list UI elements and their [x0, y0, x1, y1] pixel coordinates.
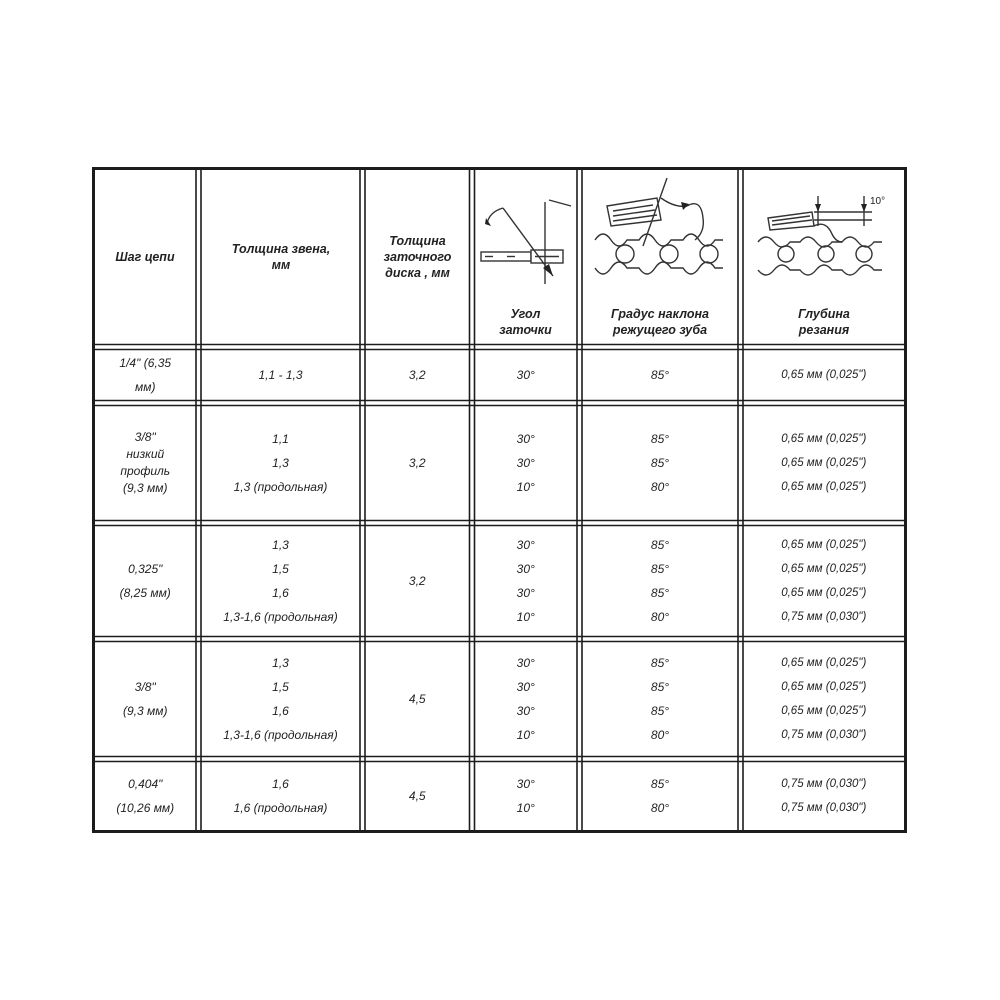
cell-angle-value: 30° — [516, 656, 535, 670]
cell-disc — [367, 763, 469, 829]
header-disc-line-3: диска , мм — [385, 266, 450, 280]
cell-gauge-value: 1,1 - 1,3 — [258, 368, 303, 382]
cell-tooth — [584, 407, 737, 519]
cell-tooth — [584, 351, 737, 399]
header-angle-line-2: заточки — [499, 323, 552, 337]
cell-gauge — [203, 643, 359, 755]
cell-depth-value: 0,65 мм (0,025") — [781, 433, 867, 445]
cell-tooth-value: 85° — [650, 680, 670, 694]
cell-gauge — [203, 407, 359, 519]
depth-icon-angle-label: 10° — [870, 196, 886, 207]
cell-gauge-value: 1,1 — [272, 432, 289, 446]
cell-depth-value: 0,65 мм (0,025") — [781, 563, 867, 575]
cell-gauge-value: 1,5 — [272, 562, 289, 576]
header-tooth — [583, 170, 737, 344]
header-tooth-line-1: Градус наклона — [611, 307, 709, 321]
cell-angle — [476, 407, 576, 519]
cell-depth-value: 0,75 мм (0,030") — [781, 611, 867, 623]
cell-disc — [367, 527, 469, 635]
cell-depth-value: 0,65 мм (0,025") — [781, 369, 867, 381]
header-angle-line-1: Угол — [510, 307, 541, 321]
cell-depth-value: 0,65 мм (0,025") — [781, 587, 867, 599]
cell-disc-value: 3,2 — [408, 368, 426, 382]
cell-tooth-value: 85° — [650, 704, 670, 718]
cell-tooth-value: 80° — [650, 728, 670, 742]
header-pitch — [95, 170, 195, 344]
cell-tooth — [584, 643, 737, 755]
cell-gauge-value: 1,3 — [272, 656, 289, 670]
cutting-depth-icon — [756, 190, 896, 280]
cell-angle-value: 30° — [516, 456, 535, 470]
cell-depth-value: 0,65 мм (0,025") — [781, 481, 867, 493]
cell-gauge-value: 1,6 — [272, 777, 289, 791]
cell-disc-value: 3,2 — [408, 456, 426, 470]
cell-tooth-value: 80° — [650, 610, 670, 624]
cell-pitch-value: профиль — [120, 464, 171, 478]
header-tooth-line-2: режущего зуба — [612, 323, 708, 337]
cell-gauge — [203, 763, 359, 829]
cell-angle-value: 30° — [516, 432, 535, 446]
cell-depth-value: 0,75 мм (0,030") — [781, 802, 867, 814]
cell-tooth-value: 85° — [650, 656, 670, 670]
sharpening-angle-icon — [475, 184, 575, 284]
cell-tooth-value: 85° — [650, 368, 670, 382]
cell-depth — [745, 643, 904, 755]
cell-depth — [745, 407, 904, 519]
cell-gauge — [203, 527, 359, 635]
header-depth-line-2: резания — [798, 323, 850, 337]
cell-tooth — [584, 527, 737, 635]
cell-gauge-value: 1,3 — [272, 456, 289, 470]
cell-gauge — [203, 351, 359, 399]
header-disc — [366, 170, 469, 344]
cell-gauge-value: 1,6 (продольная) — [233, 801, 328, 815]
cell-tooth-value: 85° — [650, 456, 670, 470]
cell-angle-value: 30° — [516, 704, 535, 718]
cell-angle — [476, 527, 576, 635]
header-gauge-line-2: мм — [271, 258, 291, 272]
cell-tooth-value: 85° — [650, 562, 670, 576]
cell-gauge-value: 1,6 — [272, 586, 289, 600]
cell-pitch-value: 3/8" — [134, 680, 156, 694]
cell-angle — [476, 643, 576, 755]
cell-depth-value: 0,65 мм (0,025") — [781, 539, 867, 551]
cell-pitch-value: (10,26 мм) — [116, 801, 175, 815]
cell-pitch — [96, 643, 195, 755]
cell-pitch-value: мм) — [135, 380, 156, 394]
cell-tooth-value: 85° — [650, 586, 670, 600]
cell-depth-value: 0,65 мм (0,025") — [781, 657, 867, 669]
cell-disc — [367, 407, 469, 519]
cell-depth-value: 0,75 мм (0,030") — [781, 778, 867, 790]
cell-angle-value: 10° — [516, 801, 535, 815]
cell-disc — [367, 351, 469, 399]
header-depth-line-1: Глубина — [798, 307, 850, 321]
cell-gauge-value: 1,5 — [272, 680, 289, 694]
cell-angle-value: 10° — [516, 728, 535, 742]
cell-disc-value: 4,5 — [408, 789, 426, 803]
header-disc-line-2: заточного — [383, 250, 452, 264]
cell-gauge-value: 1,3 (продольная) — [233, 480, 328, 494]
cell-disc — [367, 643, 469, 755]
cell-gauge-value: 1,6 — [272, 704, 289, 718]
header-angle — [475, 170, 576, 344]
header-pitch-line-1: Шаг цепи — [115, 250, 175, 264]
cutter-tooth-angle-icon — [591, 178, 731, 288]
cell-depth — [745, 527, 904, 635]
cell-gauge-value: 1,3-1,6 (продольная) — [223, 610, 338, 624]
cell-tooth-value: 85° — [650, 538, 670, 552]
cell-pitch-value: 0,404" — [128, 777, 163, 791]
header-depth — [744, 170, 904, 344]
cell-disc-value: 4,5 — [408, 692, 426, 706]
cell-pitch-value: 1/4" (6,35 — [119, 356, 172, 370]
cell-tooth-value: 80° — [650, 480, 670, 494]
cell-angle-value: 10° — [516, 480, 535, 494]
cell-pitch-value: 0,325" — [128, 562, 163, 576]
cell-tooth-value: 85° — [650, 777, 670, 791]
chain-spec-table — [92, 167, 907, 833]
cell-gauge-value: 1,3-1,6 (продольная) — [223, 728, 338, 742]
cell-angle — [476, 351, 576, 399]
cell-pitch-value: низкий — [126, 447, 165, 461]
cell-angle-value: 30° — [516, 538, 535, 552]
cell-pitch-value: (9,3 мм) — [123, 481, 168, 495]
cell-angle-value: 30° — [516, 586, 535, 600]
cell-angle-value: 30° — [516, 680, 535, 694]
cell-pitch — [96, 763, 195, 829]
cell-angle — [476, 763, 576, 829]
cell-tooth-value: 80° — [650, 801, 670, 815]
cell-pitch — [96, 407, 195, 519]
cell-pitch-value: (8,25 мм) — [119, 586, 171, 600]
cell-gauge-value: 1,3 — [272, 538, 289, 552]
cell-tooth — [584, 763, 737, 829]
cell-tooth-value: 85° — [650, 432, 670, 446]
cell-pitch-value: 3/8" — [134, 430, 156, 444]
cell-depth-value: 0,65 мм (0,025") — [781, 705, 867, 717]
cell-depth-value: 0,65 мм (0,025") — [781, 457, 867, 469]
cell-pitch — [96, 351, 195, 399]
header-gauge — [202, 170, 360, 344]
header-gauge-line-1: Толщина звена, — [231, 242, 331, 256]
cell-depth-value: 0,75 мм (0,030") — [781, 729, 867, 741]
cell-angle-value: 30° — [516, 777, 535, 791]
cell-disc-value: 3,2 — [408, 574, 426, 588]
cell-angle-value: 30° — [516, 368, 535, 382]
cell-pitch — [96, 527, 195, 635]
cell-depth-value: 0,65 мм (0,025") — [781, 681, 867, 693]
cell-depth — [745, 763, 904, 829]
header-disc-line-1: Толщина — [389, 234, 446, 248]
cell-pitch-value: (9,3 мм) — [123, 704, 168, 718]
cell-angle-value: 10° — [516, 610, 535, 624]
cell-angle-value: 30° — [516, 562, 535, 576]
cell-depth — [745, 351, 904, 399]
